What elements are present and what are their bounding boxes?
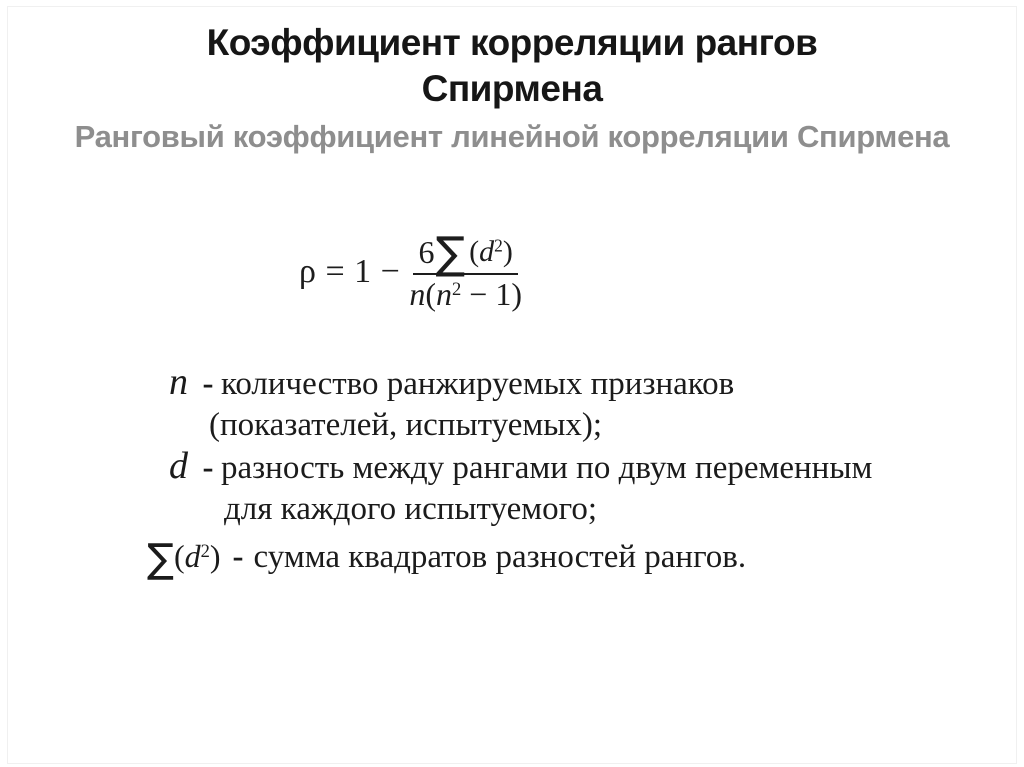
definition-dash: - [202,366,214,402]
variable-n: n [409,276,426,313]
term-sigma-expression [174,538,221,574]
definition-sigma [147,531,907,583]
definition-d-text [221,448,907,530]
fraction-denominator [409,275,522,312]
formula-fraction [409,228,522,313]
definition-line: сумма квадратов разностей рангов. [253,539,747,576]
definition-n [147,362,907,446]
variable-n: n [435,276,452,313]
open-paren: ( [173,538,185,575]
denominator-tail: − 1) [461,276,522,313]
slide-title: Коэффициент корреляции рангов Спирмена [206,22,818,109]
close-paren: ) [209,538,221,575]
numerator-coefficient: 6 [418,233,435,270]
exponent-2: 2 [451,279,462,301]
definition-line: для каждого испытуемого; [224,491,598,527]
open-paren: ( [425,276,436,313]
numerator-expression [469,234,513,268]
definition-line: количество ранжируемых признаков [221,366,735,402]
definition-line: разность между рангами по двум переменным [221,450,873,486]
slide-header [0,20,1024,155]
open-paren: ( [469,234,480,268]
definition-line: (показателей, испытуемых); [209,407,603,443]
sum-symbol: ∑ [435,228,466,279]
definition-dash: - [232,539,244,576]
close-paren: ) [502,234,513,268]
term-n: n [169,361,188,403]
definition-d [147,446,907,530]
variable-d: d [479,234,495,268]
sum-symbol: ∑ [147,536,174,583]
definition-list [147,361,907,583]
exponent-2: 2 [200,541,210,562]
variable-d: d [184,538,201,575]
definition-n-text [209,364,907,446]
slide-subtitle: Ранговый коэффициент линейной корреляции Спирмена [74,119,950,154]
formula-lhs: ρ = 1 − [299,253,401,291]
fraction-numerator [413,228,517,279]
exponent-2: 2 [494,235,503,256]
spearman-formula [299,228,522,313]
term-d: d [169,445,188,487]
definition-dash: - [202,450,214,486]
